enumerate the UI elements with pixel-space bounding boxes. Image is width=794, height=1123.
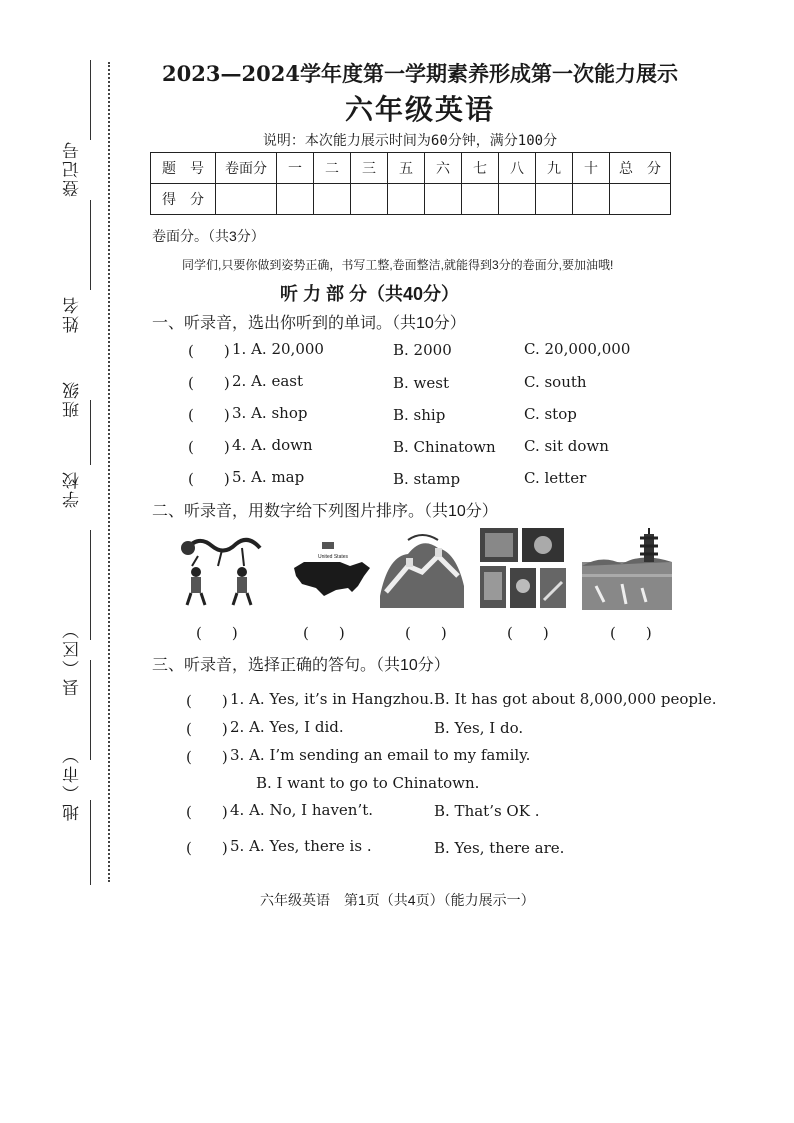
q4-a: [230, 801, 373, 819]
option-c: C. south: [524, 373, 587, 391]
q5-a: [232, 468, 304, 486]
answer-blank[interactable]: ( ): [188, 438, 230, 456]
name-label: 姓名: [63, 295, 83, 333]
answer-blank[interactable]: ( ): [186, 803, 228, 821]
name-blank-line[interactable]: [90, 200, 91, 290]
neatness-text: 同学们,只要你做到姿势正确，书写工整,卷面整洁,就能得到3分的卷面分,要加油哦!: [182, 258, 614, 272]
option-b: B. It has got about 8,000,000 people.: [434, 690, 717, 708]
option-a: A. east: [251, 372, 304, 390]
option-c: C. sit down: [524, 437, 609, 455]
neatness-label: 卷面分。（共3分）: [152, 228, 265, 244]
q2-a: [230, 718, 344, 736]
part3-title: 三、听录音，选择正确的答句。（共10分）: [152, 657, 450, 674]
answer-blank[interactable]: ( ): [188, 342, 230, 360]
option-b: B. stamp: [393, 470, 461, 488]
score-input-cell[interactable]: [536, 184, 573, 215]
option-b: B. That’s OK .: [434, 802, 540, 820]
city-blank-line[interactable]: [90, 660, 91, 760]
question-row: [188, 404, 230, 425]
option-b: B. Yes, there are.: [434, 839, 565, 857]
question-number: 4.: [230, 801, 245, 819]
question-number: 1.: [230, 690, 245, 708]
option-b: B. Chinatown: [393, 438, 496, 456]
score-input-cell[interactable]: [388, 184, 425, 215]
great-wall-picture: [378, 526, 466, 610]
option-b: B. ship: [393, 406, 446, 424]
cut-line: [108, 62, 110, 882]
answer-blank[interactable]: ( ): [186, 692, 228, 710]
question-row: [188, 372, 230, 393]
option-a: A. 20,000: [251, 340, 324, 358]
question-row: [186, 801, 228, 822]
picture-2-answer-blank[interactable]: ( ): [303, 624, 345, 642]
option-c: C. stop: [524, 405, 577, 423]
score-input-cell[interactable]: [499, 184, 536, 215]
answer-blank[interactable]: ( ): [188, 374, 230, 392]
option-b: B. I want to go to Chinatown.: [256, 774, 480, 792]
option-a: A. map: [251, 468, 305, 486]
answer-blank[interactable]: ( ): [188, 406, 230, 424]
question-row: [188, 340, 230, 361]
q1-a: [232, 340, 324, 358]
question-number: 3.: [232, 404, 247, 422]
question-number: 4.: [232, 436, 247, 454]
part1-title: 一、听录音，选出你听到的单词。（共10分）: [152, 315, 466, 332]
option-a: A. I’m sending an email to my family.: [249, 746, 531, 764]
score-input-cell[interactable]: [610, 184, 671, 215]
exam-subtitle: 六年级英语: [344, 93, 495, 126]
table-cell: 八: [499, 153, 536, 184]
score-input-cell[interactable]: [314, 184, 351, 215]
table-cell: 二: [314, 153, 351, 184]
question-row: [188, 436, 230, 457]
table-cell: 九: [536, 153, 573, 184]
table-cell: 一: [277, 153, 314, 184]
county-blank-line[interactable]: [90, 530, 91, 640]
question-number: 3.: [230, 746, 245, 764]
q2-a: [232, 372, 303, 390]
option-a: A. Yes, there is .: [249, 837, 372, 855]
question-row: [186, 718, 228, 739]
map-label: United States: [318, 554, 349, 560]
score-input-cell[interactable]: [425, 184, 462, 215]
question-number: 2.: [230, 718, 245, 736]
class-label: 班级: [63, 380, 83, 418]
part2-title: 二、听录音，用数字给下列图片排序。（共10分）: [152, 503, 498, 520]
option-a: A. No, I haven’t.: [249, 801, 374, 819]
option-a: A. down: [251, 436, 313, 454]
option-b: B. 2000: [393, 341, 452, 359]
dragon-dance-picture: [178, 526, 264, 610]
score-input-cell[interactable]: [351, 184, 388, 215]
binding-strip: [60, 80, 110, 900]
answer-blank[interactable]: ( ): [188, 470, 230, 488]
q1-a: [230, 690, 434, 708]
question-number: 2.: [232, 372, 247, 390]
picture-5-answer-blank[interactable]: ( ): [610, 624, 652, 642]
table-cell: 得 分: [151, 184, 216, 215]
q5-a: [230, 837, 372, 855]
option-a: A. Yes, it’s in Hangzhou.: [249, 690, 434, 708]
table-cell: 卷面分: [216, 153, 277, 184]
question-row: [186, 837, 228, 858]
register-blank-line[interactable]: [90, 60, 91, 140]
score-table-header-row: [151, 153, 671, 184]
table-cell: 十: [573, 153, 610, 184]
table-cell: 总 分: [610, 153, 671, 184]
pagoda-lake-picture: [582, 526, 672, 610]
answer-blank[interactable]: ( ): [186, 720, 228, 738]
question-number: 5.: [230, 837, 245, 855]
usa-map-picture: [290, 526, 374, 610]
city-blank-line-2[interactable]: [90, 800, 91, 885]
question-row: [186, 746, 228, 767]
q3-a: [232, 404, 307, 422]
score-input-cell[interactable]: [462, 184, 499, 215]
score-input-cell[interactable]: [216, 184, 277, 215]
question-row: [188, 468, 230, 489]
q3-a: [230, 746, 530, 764]
score-input-cell[interactable]: [277, 184, 314, 215]
score-table-score-row: [151, 184, 671, 215]
school-label: 学校: [63, 470, 83, 508]
score-input-cell[interactable]: [573, 184, 610, 215]
option-a: A. Yes, I did.: [249, 718, 344, 736]
option-b: B. Yes, I do.: [434, 719, 524, 737]
option-c: C. 20,000,000: [524, 340, 631, 358]
table-cell: 七: [462, 153, 499, 184]
table-cell: 三: [351, 153, 388, 184]
answer-blank[interactable]: ( ): [186, 748, 228, 766]
exam-note: 说明：本次能力展示时间为60分钟，满分100分: [262, 133, 558, 149]
school-blank-line[interactable]: [90, 400, 91, 465]
table-cell: 六: [425, 153, 462, 184]
listening-section-title: 听 力 部 分（共40分）: [280, 284, 460, 304]
stamps-picture: [478, 526, 568, 610]
page-footer: 六年级英语 第1页（共4页）（能力展示一）: [260, 892, 535, 908]
question-number: 5.: [232, 468, 247, 486]
table-cell: 五: [388, 153, 425, 184]
option-b: B. west: [393, 374, 450, 392]
picture-1-answer-blank[interactable]: ( ): [196, 624, 238, 642]
register-number-label: 登记号: [63, 140, 83, 197]
picture-3-answer-blank[interactable]: ( ): [405, 624, 447, 642]
exam-title: 2023—2024学年度第一学期素养形成第一次能力展示: [162, 61, 678, 86]
option-a: A. shop: [251, 404, 308, 422]
county-label: 县（区）: [63, 620, 83, 696]
city-label: 地（市）: [63, 745, 83, 821]
question-number: 1.: [232, 340, 247, 358]
answer-blank[interactable]: ( ): [186, 839, 228, 857]
picture-4-answer-blank[interactable]: ( ): [507, 624, 549, 642]
question-row: [186, 690, 228, 711]
option-c: C. letter: [524, 469, 587, 487]
table-cell: 题 号: [151, 153, 216, 184]
q4-a: [232, 436, 313, 454]
score-table: [150, 152, 671, 215]
